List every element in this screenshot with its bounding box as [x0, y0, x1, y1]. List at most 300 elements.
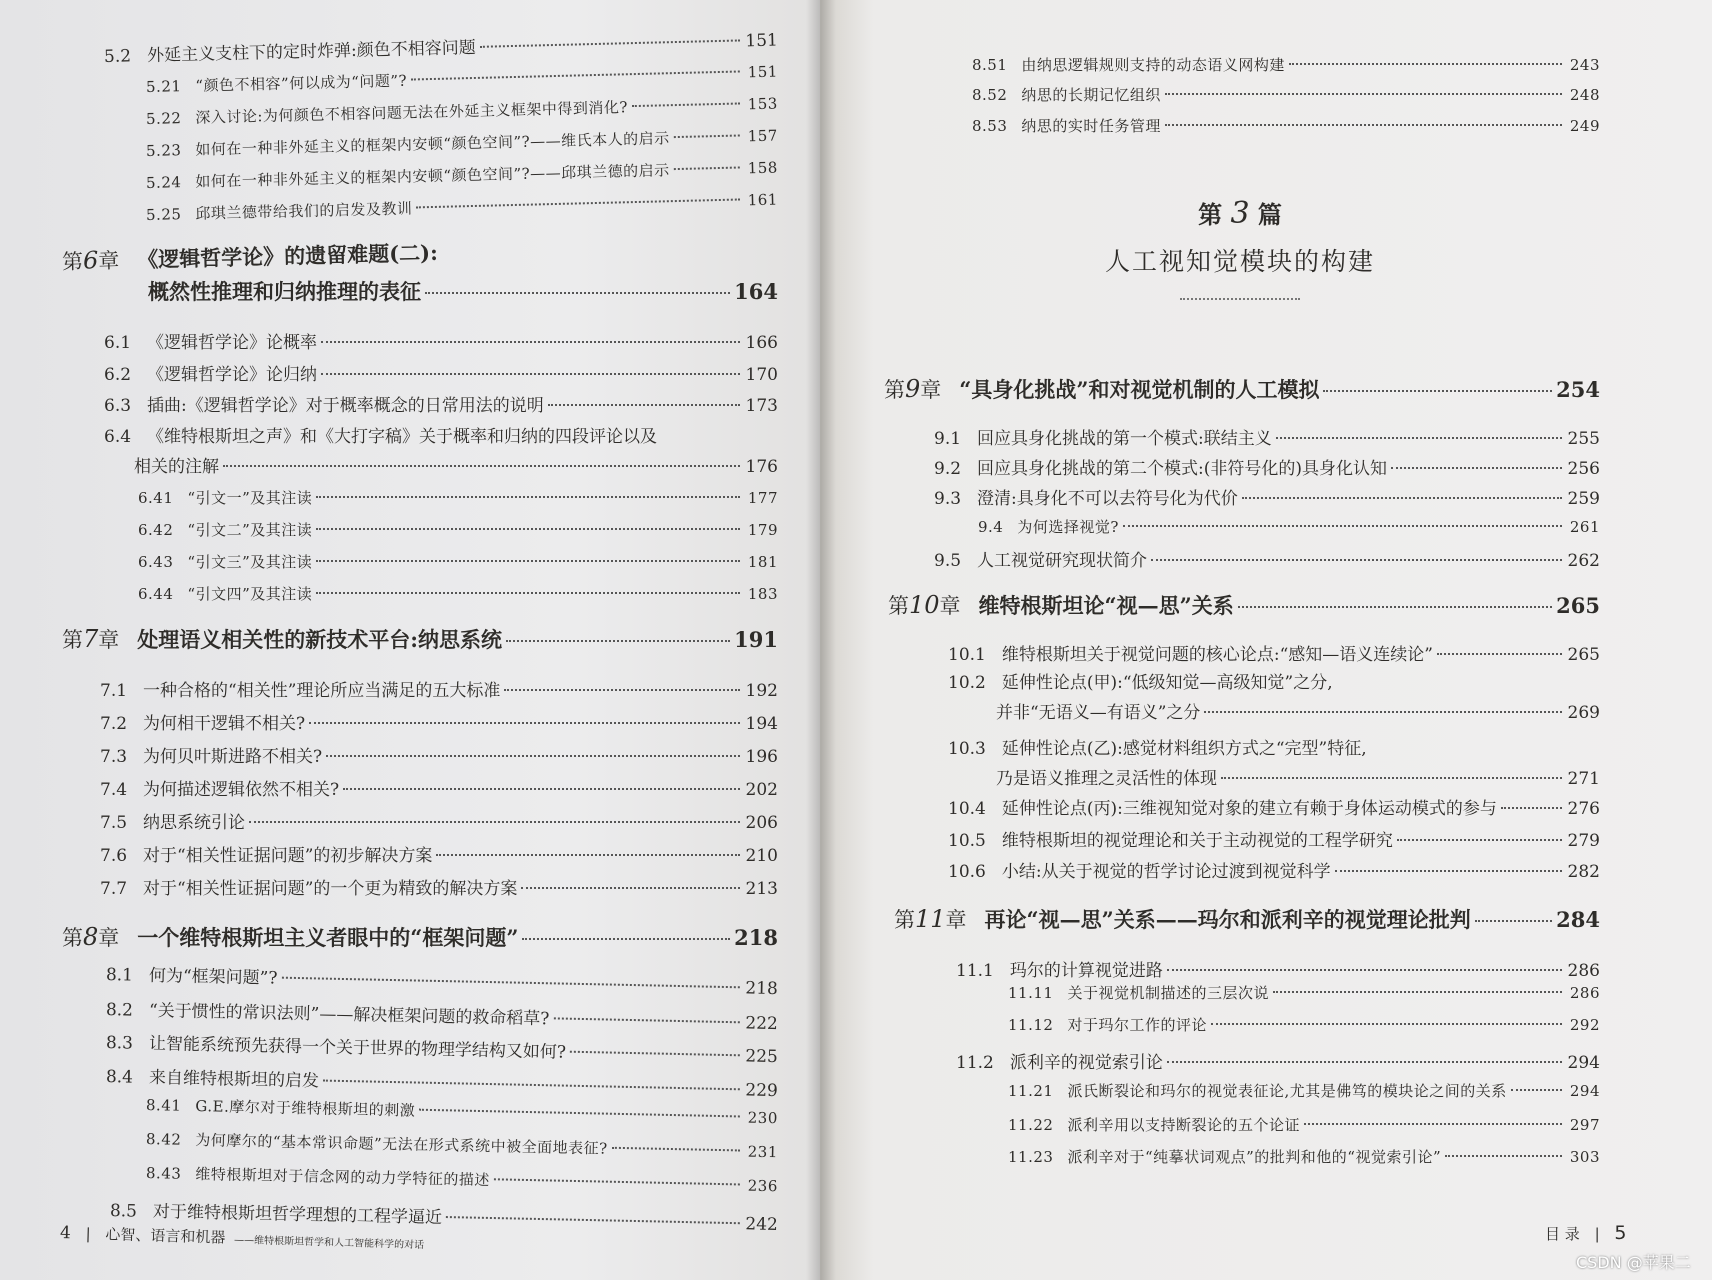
- section-number: 11.23: [1008, 1148, 1054, 1166]
- left-page-number: 4: [59, 1223, 72, 1244]
- chapter-entry: [62, 922, 778, 952]
- section-number: 11.22: [1008, 1116, 1054, 1134]
- page-number: 243: [1569, 56, 1600, 74]
- footer-separator: |: [1594, 1225, 1600, 1243]
- toc-entry: [146, 1094, 778, 1128]
- dot-leader: [343, 788, 740, 790]
- entry-title: 邱琪兰德带给我们的启发及教训: [195, 199, 413, 223]
- dot-leader: [1123, 525, 1562, 527]
- section-number: 6.42: [138, 521, 174, 539]
- entry-title: 外延主义支柱下的定时炸弹:颜色不相容问题: [146, 37, 476, 66]
- section-number: 11.1: [956, 961, 994, 981]
- toc-entry: [972, 115, 1600, 136]
- page-number: 242: [745, 1214, 779, 1235]
- page-number: 255: [1567, 429, 1600, 449]
- entry-title: 纳思系统引论: [143, 813, 246, 833]
- chapter-number: [62, 922, 119, 952]
- dot-leader: [249, 821, 740, 823]
- toc-entry: [138, 583, 778, 604]
- dot-leader: [1242, 497, 1562, 499]
- toc-entry: [138, 551, 778, 572]
- toc-entry: [146, 157, 778, 193]
- toc-entry: [146, 93, 778, 129]
- section-number: 6.43: [138, 553, 174, 571]
- dot-leader: [1167, 969, 1562, 971]
- chapter-entry: [62, 624, 778, 654]
- toc-entry: [146, 125, 778, 161]
- dot-leader: [326, 755, 740, 757]
- toc-entry: [972, 54, 1600, 75]
- section-number: 5.25: [145, 205, 182, 224]
- dot-leader: [316, 592, 740, 594]
- entry-title: 派利辛用以支持断裂论的五个论证: [1067, 1116, 1300, 1134]
- entry-title: 派氏断裂论和玛尔的视觉表征论,尤其是佛笃的模块论之间的关系: [1067, 1082, 1507, 1100]
- entry-title: 回应具身化挑战的第一个模式:联结主义: [977, 429, 1272, 449]
- entry-title: “引文三”及其注读: [187, 553, 313, 571]
- toc-entry: [146, 1128, 778, 1162]
- section-number: 8.4: [105, 1067, 134, 1088]
- entry-continuation: [996, 698, 1600, 723]
- section-number: 6.1: [104, 333, 132, 353]
- dot-leader: [1437, 653, 1562, 655]
- page-number: 158: [747, 158, 779, 178]
- page-number: 225: [745, 1046, 779, 1068]
- entry-title: 一种合格的“相关性”理论所应当满足的五大标准: [143, 681, 501, 701]
- page-number: 157: [747, 126, 779, 146]
- page-number: 269: [1567, 703, 1600, 723]
- section-number: 8.52: [972, 86, 1008, 104]
- part-suffix: 篇: [1257, 200, 1282, 229]
- toc-entry: [146, 189, 778, 225]
- section-number: 9.1: [934, 429, 962, 449]
- page-number: 230: [747, 1108, 779, 1128]
- toc-entry: [972, 84, 1600, 105]
- section-number: 8.1: [105, 965, 134, 986]
- dot-leader: [321, 341, 740, 343]
- page-number: 196: [745, 747, 778, 767]
- chapter-number: [62, 245, 120, 276]
- toc-entry: [100, 808, 778, 833]
- section-number: 8.53: [972, 117, 1008, 135]
- chapter-word: 第: [888, 594, 909, 618]
- page-number: 303: [1569, 1148, 1600, 1166]
- watermark: CSDN @苹果二: [1576, 1253, 1691, 1272]
- entry-title: 来自维特根斯坦的启发: [148, 1067, 320, 1092]
- dot-leader: [1276, 437, 1562, 439]
- page-number: 249: [1569, 117, 1600, 135]
- chapter-entry: [62, 229, 779, 276]
- section-number: 8.3: [105, 1033, 134, 1054]
- dot-leader: [1304, 1123, 1562, 1125]
- entry-title: 《维特根斯坦之声》和《大打字稿》关于概率和归纳的四段评论以及: [147, 427, 658, 447]
- section-number: 6.3: [104, 396, 132, 416]
- chapter-entry: [894, 904, 1600, 934]
- page-number: 177: [747, 489, 778, 507]
- page-number: 176: [745, 457, 778, 477]
- entry-title: 延伸性论点(丙):三维视知觉对象的建立有赖于身体运动模式的参与: [1001, 799, 1497, 819]
- page-number: 284: [1556, 907, 1600, 932]
- entry-title: 为何选择视觉?: [1017, 518, 1119, 536]
- dot-leader: [674, 134, 740, 138]
- entry-continuation: [148, 276, 778, 306]
- dot-leader: [1397, 839, 1562, 841]
- section-number: 6.2: [104, 365, 132, 385]
- footer-separator: |: [85, 1224, 91, 1243]
- entry-title: 维特根斯坦关于视觉问题的核心论点:“感知—语义连续论”: [1001, 645, 1433, 665]
- section-number: 10.4: [948, 799, 986, 819]
- entry-title: 维特根斯坦的视觉理论和关于主动视觉的工程学研究: [1001, 831, 1393, 851]
- part-title: 人工视知觉模块的构建: [1104, 247, 1375, 276]
- entry-title: 纳思的实时任务管理: [1021, 117, 1161, 135]
- toc-entry: [934, 484, 1600, 509]
- page-number: 202: [745, 780, 778, 800]
- entry-title: 对于维特根斯坦哲学理想的工程学逼近: [152, 1201, 443, 1228]
- page-number: 261: [1569, 518, 1600, 536]
- section-number: 8.41: [145, 1096, 182, 1115]
- entry-title: “关于惯性的常识法则”——解决框架问题的救命稻草?: [148, 1000, 550, 1030]
- dot-leader: [494, 1178, 740, 1185]
- entry-title: 对于“相关性证据问题”的一个更为精致的解决方案: [143, 879, 518, 899]
- dot-leader: [1211, 1023, 1562, 1025]
- entry-title: 对于“相关性证据问题”的初步解决方案: [143, 846, 433, 866]
- dot-leader: [522, 938, 730, 940]
- contents-label: 目 录: [1545, 1225, 1580, 1243]
- entry-title: 深入讨论:为何颜色不相容问题无法在外延主义框架中得到消化?: [195, 98, 629, 127]
- page-number: 161: [747, 190, 779, 210]
- dot-leader: [553, 1017, 739, 1023]
- section-number: 8.42: [145, 1130, 182, 1149]
- toc-entry: [100, 742, 778, 767]
- entry-title: 《逻辑哲学论》论概率: [147, 333, 318, 353]
- section-number: 8.43: [145, 1164, 182, 1183]
- toc-entry: [948, 857, 1600, 882]
- dot-leader: [1335, 870, 1562, 872]
- entry-title: 维特根斯坦论“视—思”关系: [978, 593, 1234, 618]
- dot-leader: [1165, 124, 1562, 126]
- entry-title: 为何相干逻辑不相关?: [143, 714, 306, 734]
- part-heading: [1140, 195, 1340, 231]
- toc-entry: [934, 546, 1600, 571]
- section-number: 10.2: [948, 673, 986, 693]
- toc-entry: [146, 1162, 778, 1196]
- section-number: 10.6: [948, 862, 986, 882]
- toc-entry: [948, 640, 1600, 665]
- chapter-no: 8: [83, 923, 99, 951]
- entry-title: 延伸性论点(乙):感觉材料组织方式之“完型”特征,: [1001, 739, 1367, 759]
- chapter-suffix: 章: [98, 926, 120, 950]
- chapter-number: [894, 904, 967, 934]
- dot-leader: [1501, 807, 1562, 809]
- section-number: 9.5: [934, 551, 962, 571]
- entry-continuation: [134, 452, 778, 477]
- entry-title: 插曲:《逻辑哲学论》对于概率概念的日常用法的说明: [147, 396, 544, 416]
- entry-title: 由纳思逻辑规则支持的动态语义网构建: [1021, 56, 1285, 74]
- chapter-word: 第: [62, 926, 83, 950]
- section-number: 5.2: [103, 46, 132, 67]
- chapter-suffix: 章: [98, 628, 120, 652]
- toc-entry: [100, 841, 778, 866]
- dot-leader: [323, 1080, 740, 1091]
- page-number: 192: [745, 681, 778, 701]
- chapter-no: 6: [82, 246, 99, 275]
- section-number: 5.22: [145, 109, 182, 128]
- page-number: 282: [1567, 862, 1600, 882]
- entry-title: “具身化挑战”和对视觉机制的人工模拟: [959, 377, 1320, 402]
- dot-leader: [1165, 93, 1562, 95]
- entry-title: 再论“视—思”关系——玛尔和派利辛的视觉理论批判: [984, 907, 1471, 932]
- dot-leader: [1221, 777, 1562, 779]
- dot-leader: [504, 689, 740, 691]
- toc-entry: [934, 454, 1600, 479]
- page-number: 210: [745, 846, 778, 866]
- section-number: 7.3: [100, 747, 128, 767]
- dot-leader: [1475, 920, 1552, 922]
- section-number: 7.7: [100, 879, 128, 899]
- toc-entry: [948, 734, 1600, 759]
- page-number: 164: [734, 279, 778, 304]
- page-number: 279: [1567, 831, 1600, 851]
- section-number: 5.21: [145, 77, 182, 96]
- page-number: 206: [745, 813, 778, 833]
- entry-title: 小结:从关于视觉的哲学讨论过渡到视觉科学: [1001, 862, 1331, 882]
- dot-leader: [416, 198, 740, 208]
- entry-title: 回应具身化挑战的第二个模式:(非符号化的)具身化认知: [977, 459, 1388, 479]
- dot-leader: [612, 1147, 740, 1152]
- page-number: 181: [747, 553, 778, 571]
- chapter-word: 第: [894, 908, 915, 932]
- toc-entry: [146, 61, 778, 97]
- entry-title: 何为“框架问题”?: [148, 965, 278, 989]
- entry-title: 《逻辑哲学论》的遗留难题(二):: [136, 239, 439, 273]
- toc-entry: [956, 956, 1600, 981]
- dot-leader: [1391, 467, 1562, 469]
- page-number: 265: [1567, 645, 1600, 665]
- section-number: 7.1: [100, 681, 128, 701]
- entry-title-line2: 相关的注解: [134, 457, 219, 477]
- entry-title: 关于视觉机制描述的三层次说: [1067, 984, 1269, 1002]
- entry-continuation: [996, 764, 1600, 789]
- toc-entry: [104, 422, 778, 447]
- entry-title-line2: 并非“无语义—有语义”之分: [996, 703, 1201, 723]
- dot-leader: [1511, 1089, 1562, 1091]
- page-number: 173: [745, 396, 778, 416]
- page-number: 248: [1569, 86, 1600, 104]
- page-number: 276: [1567, 799, 1600, 819]
- entry-title: “引文一”及其注读: [187, 489, 313, 507]
- chapter-no: 10: [909, 591, 940, 619]
- toc-entry: [948, 668, 1600, 693]
- dot-leader: [548, 404, 740, 406]
- section-number: 9.3: [934, 489, 962, 509]
- toc-entry: [934, 424, 1600, 449]
- chapter-no: 11: [915, 905, 946, 933]
- book-title: 心智、语言和机器: [105, 1225, 226, 1247]
- dot-leader: [316, 528, 740, 530]
- page-number: 153: [747, 94, 779, 114]
- chapter-suffix: 章: [920, 378, 942, 402]
- right-page-number: 5: [1614, 1222, 1627, 1244]
- entry-title: “引文二”及其注读: [187, 521, 313, 539]
- entry-title: 为何贝叶斯进路不相关?: [143, 747, 323, 767]
- page-number: 222: [745, 1013, 779, 1035]
- chapter-word: 第: [884, 378, 905, 402]
- section-number: 6.44: [138, 585, 174, 603]
- entry-title: 派利辛的视觉索引论: [1009, 1053, 1163, 1073]
- dot-leader: [223, 465, 740, 467]
- section-number: 10.5: [948, 831, 986, 851]
- chapter-word: 第: [61, 249, 84, 274]
- page-number: 166: [745, 333, 778, 353]
- toc-entry: [106, 960, 778, 999]
- toc-entry: [138, 487, 778, 508]
- dot-leader: [1238, 606, 1552, 608]
- toc-entry: [1008, 1114, 1600, 1135]
- entry-title: 人工视觉研究现状简介: [977, 551, 1148, 571]
- toc-entry: [138, 519, 778, 540]
- dot-leader: [436, 854, 740, 856]
- toc-entry: [104, 26, 778, 67]
- section-number: 6.41: [138, 489, 174, 507]
- entry-title: 对于玛尔工作的评论: [1067, 1016, 1207, 1034]
- dot-leader: [419, 1109, 740, 1118]
- entry-title: “引文四”及其注读: [187, 585, 313, 603]
- page-number: 213: [745, 879, 778, 899]
- toc-entry: [100, 775, 778, 800]
- entry-title: 纳思的长期记忆组织: [1021, 86, 1161, 104]
- chapter-no: 9: [905, 375, 921, 403]
- dot-leader: [281, 977, 739, 989]
- section-number: 9.4: [978, 518, 1004, 536]
- page-number: 286: [1569, 984, 1600, 1002]
- part-number: 3: [1230, 196, 1250, 231]
- section-number: 10.1: [948, 645, 986, 665]
- chapter-entry: [884, 374, 1600, 404]
- toc-entry: [104, 391, 778, 416]
- section-number: 5.24: [145, 173, 182, 192]
- toc-entry: [1008, 1080, 1600, 1101]
- section-number: 6.4: [104, 427, 132, 447]
- page-number: 271: [1567, 769, 1600, 789]
- page-number: 170: [745, 365, 778, 385]
- section-number: 11.21: [1008, 1082, 1054, 1100]
- chapter-suffix: 章: [945, 908, 967, 932]
- chapter-number: [888, 590, 961, 620]
- section-number: 5.23: [145, 141, 182, 160]
- dot-leader: [1323, 390, 1552, 392]
- section-number: 7.5: [100, 813, 128, 833]
- section-number: 11.12: [1008, 1016, 1054, 1034]
- dot-leader: [309, 722, 740, 724]
- entry-title: 维特根斯坦对于信念网的动力学特征的描述: [195, 1165, 491, 1190]
- dot-leader: [1289, 63, 1562, 65]
- section-number: 9.2: [934, 459, 962, 479]
- dot-leader: [1204, 711, 1562, 713]
- dot-leader: [321, 373, 740, 375]
- toc-entry: [104, 328, 778, 353]
- toc-entry: [948, 794, 1600, 819]
- entry-title: 澄清:具身化不可以去符号化为代价: [977, 489, 1238, 509]
- page-number: 231: [747, 1142, 779, 1162]
- entry-title: 《逻辑哲学论》论归纳: [147, 365, 318, 385]
- page-number: 254: [1556, 377, 1600, 402]
- dot-leader: [446, 1216, 740, 1224]
- part-divider: [1180, 298, 1300, 300]
- entry-title: G.E.摩尔对于维特根斯坦的刺激: [195, 1097, 416, 1120]
- dot-leader: [480, 39, 740, 47]
- page-number: 194: [745, 714, 778, 734]
- toc-entry: [106, 995, 778, 1034]
- page-number: 294: [1569, 1082, 1600, 1100]
- chapter-word: 第: [62, 628, 83, 652]
- entry-title: 一个维特根斯坦主义者眼中的“框架问题”: [137, 925, 519, 950]
- toc-entry: [106, 1028, 778, 1067]
- page-number: 265: [1556, 593, 1600, 618]
- entry-title: 派利辛对于“纯摹状词观点”的批判和他的“视觉索引论”: [1067, 1148, 1442, 1166]
- page-number: 151: [747, 62, 779, 82]
- book-subtitle: ——维特根斯坦哲学和人工智能科学的对话: [233, 1234, 425, 1252]
- dot-leader: [1445, 1155, 1562, 1157]
- page-number: 151: [745, 30, 779, 52]
- page-number: 294: [1567, 1053, 1600, 1073]
- entry-title: 延伸性论点(甲):“低级知觉—高级知觉”之分,: [1001, 673, 1333, 693]
- page-number: 229: [745, 1080, 779, 1102]
- page-number: 292: [1569, 1016, 1600, 1034]
- toc-entry: [100, 709, 778, 734]
- section-number: 7.4: [100, 780, 128, 800]
- section-number: 11.11: [1008, 984, 1054, 1002]
- dot-leader: [506, 640, 730, 642]
- entry-title-line2: 乃是语义推理之灵活性的体现: [996, 769, 1217, 789]
- section-number: 8.51: [972, 56, 1008, 74]
- page-number: 297: [1569, 1116, 1600, 1134]
- toc-entry: [100, 874, 778, 899]
- dot-leader: [425, 292, 730, 294]
- entry-title: 为何摩尔的“基本常识命题”无法在形式系统中被全面地表征?: [195, 1131, 608, 1158]
- toc-entry: [956, 1048, 1600, 1073]
- page-number: 286: [1567, 961, 1600, 981]
- dot-leader: [674, 166, 740, 170]
- entry-title: 为何描述逻辑依然不相关?: [143, 780, 340, 800]
- toc-entry: [100, 676, 778, 701]
- entry-title: 玛尔的计算视觉进路: [1009, 961, 1163, 981]
- section-number: 7.2: [100, 714, 128, 734]
- dot-leader: [411, 70, 740, 80]
- toc-entry: [1008, 1014, 1600, 1035]
- entry-title: 处理语义相关性的新技术平台:纳思系统: [137, 627, 503, 652]
- dot-leader: [316, 560, 740, 562]
- right-footer: [1545, 1222, 1627, 1244]
- page-number: 262: [1567, 551, 1600, 571]
- page-number: 236: [747, 1176, 779, 1196]
- entry-title: 如何在一种非外延主义的框架内安顿“颜色空间”?——维氏本人的启示: [195, 129, 670, 159]
- toc-entry: [1008, 982, 1600, 1003]
- dot-leader: [570, 1051, 740, 1057]
- page-number: 218: [734, 925, 778, 950]
- toc-entry: [1008, 1146, 1600, 1167]
- chapter-no: 7: [83, 625, 99, 653]
- section-number: 10.3: [948, 739, 986, 759]
- toc-entry: [948, 826, 1600, 851]
- chapter-entry: [888, 590, 1600, 620]
- dot-leader: [632, 102, 740, 107]
- dot-leader: [1167, 1061, 1562, 1063]
- page-number: 218: [745, 978, 779, 1000]
- page-number: 256: [1567, 459, 1600, 479]
- section-number: 11.2: [956, 1053, 994, 1073]
- page-number: 183: [747, 585, 778, 603]
- section-number: 8.5: [109, 1201, 138, 1222]
- entry-title-line2: 概然性推理和归纳推理的表征: [148, 279, 421, 304]
